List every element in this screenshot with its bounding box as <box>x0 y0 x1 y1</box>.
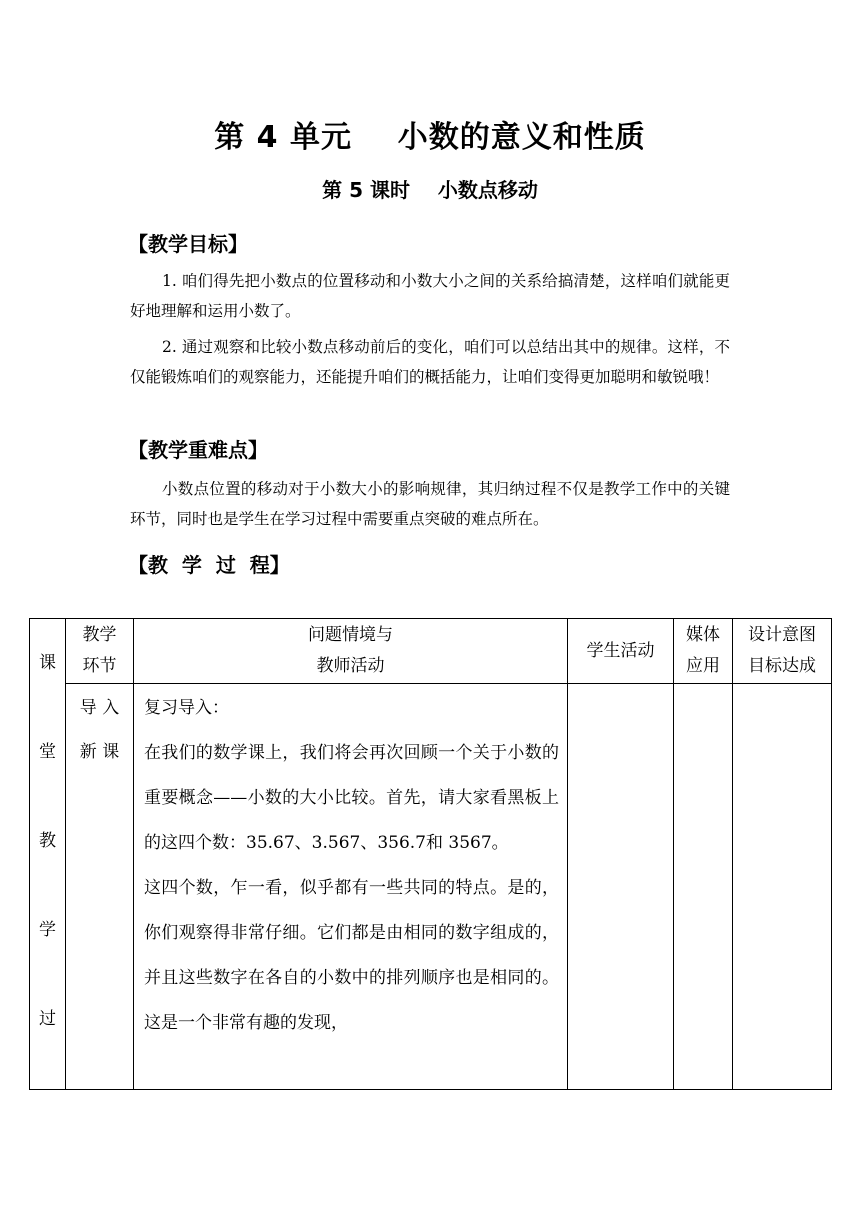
side-char: 学 <box>39 920 56 940</box>
side-label-cell <box>30 619 66 1090</box>
table-header-row <box>30 619 832 684</box>
teacher-paragraph: 在我们的数学课上，我们将会再次回顾一个关于小数的重要概念——小数的大小比较。首先，请大家看黑板上的这四个数：35.67、3.567、356.7和 3567。 <box>144 743 559 853</box>
header-student <box>568 619 674 684</box>
design-cell <box>733 684 832 1090</box>
header-teacher <box>134 619 568 684</box>
header-media-line: 应用 <box>686 656 720 676</box>
header-teacher-line: 教师活动 <box>316 656 385 676</box>
header-stage <box>66 619 134 684</box>
header-stage-line: 教学 <box>82 625 117 645</box>
objective-item-1: 1. 咱们得先把小数点的位置移动和小数大小之间的关系给搞清楚，这样咱们就能更好地理解和运用小数了。 <box>130 272 730 320</box>
lesson-title: 第 5 课时 小数点移动 <box>322 178 538 202</box>
process-heading: 【教 学 过 程】 <box>128 553 290 577</box>
header-teacher-line: 问题情境与 <box>308 625 393 645</box>
unit-title: 第 4 单元 小数的意义和性质 <box>214 120 646 155</box>
header-media <box>674 619 733 684</box>
teacher-activity-cell <box>134 684 568 1090</box>
table-row <box>30 684 832 1090</box>
teacher-paragraph: 这四个数，乍一看，似乎都有一些共同的特点。是的，你们观察得非常仔细。它们都是由相同的数字组成的，并且这些数字在各自的小数中的排列顺序也是相同的。这是一个非常有趣的发现， <box>144 878 559 1033</box>
side-char: 教 <box>39 831 56 851</box>
stage-line: 导 入 <box>79 698 120 718</box>
header-media-line: 媒体 <box>686 625 720 645</box>
stage-cell <box>66 684 134 1090</box>
side-char: 课 <box>39 653 56 673</box>
header-student-text: 学生活动 <box>586 640 655 661</box>
objective-item-2: 2. 通过观察和比较小数点移动前后的变化，咱们可以总结出其中的规律。这样，不仅能锻炼咱们的观察能力，还能提升咱们的概括能力，让咱们变得更加聪明和敏锐哦！ <box>130 338 730 386</box>
objectives-heading: 【教学目标】 <box>128 232 248 256</box>
header-design <box>733 619 832 684</box>
key-points-text: 小数点位置的移动对于小数大小的影响规律，其归纳过程不仅是教学工作中的关键环节，同时也是学生在学习过程中需要重点突破的难点所在。 <box>130 480 730 528</box>
side-char: 堂 <box>39 742 56 762</box>
media-cell <box>674 684 733 1090</box>
header-design-line: 目标达成 <box>748 656 816 676</box>
student-activity-cell <box>568 684 674 1090</box>
header-design-line: 设计意图 <box>748 625 816 645</box>
key-points-heading: 【教学重难点】 <box>128 438 268 462</box>
side-char: 过 <box>39 1009 56 1029</box>
header-stage-line: 环节 <box>82 656 117 676</box>
process-table <box>29 618 832 1090</box>
teacher-paragraph: 复习导入： <box>144 698 229 718</box>
stage-line: 新 课 <box>79 742 120 762</box>
